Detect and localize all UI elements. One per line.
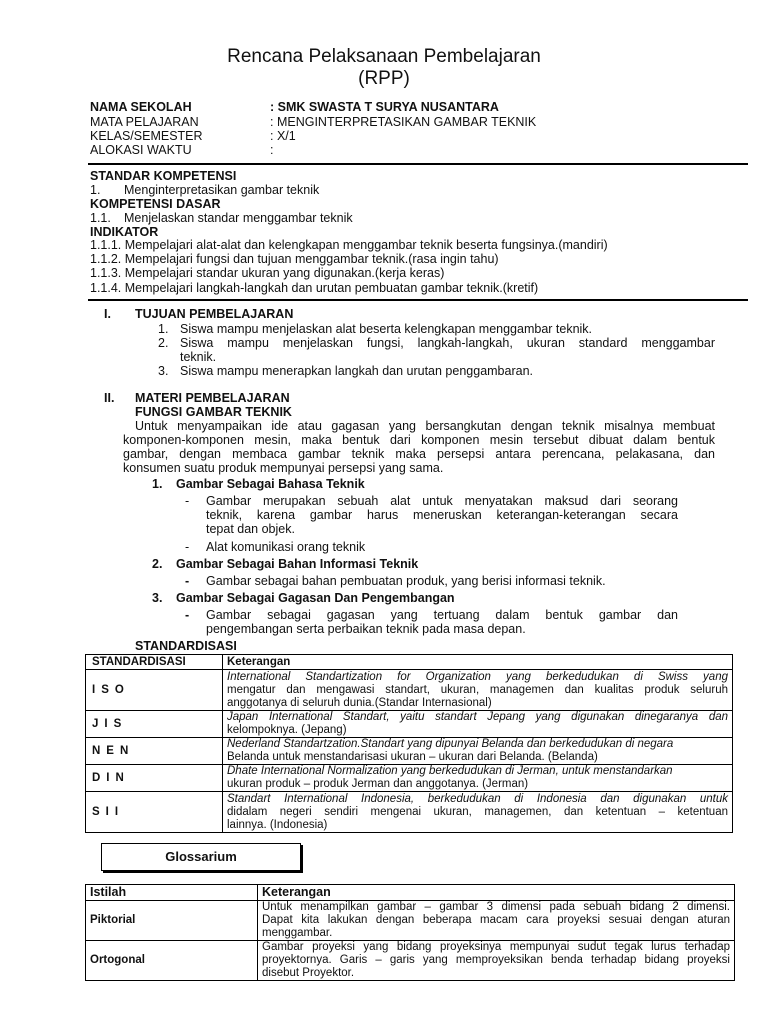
- glossary-table: [85, 884, 735, 981]
- column-header: Keterangan: [223, 655, 733, 670]
- indicator-item: 1.1.4. Mempelajari langkah-langkah dan urutan pembuatan gambar teknik.(kretif): [90, 281, 539, 295]
- section-number: I.: [104, 307, 111, 321]
- list-number: 1.: [158, 322, 169, 336]
- standard-description: [223, 711, 733, 738]
- info-label: MATA PELAJARAN: [90, 115, 199, 129]
- subheading-fungsi: FUNGSI GAMBAR TEKNIK: [135, 405, 292, 419]
- list-item: Siswa mampu menerapkan langkah dan urutan penggambaran.: [180, 364, 534, 378]
- glossary-term: Ortogonal: [86, 941, 258, 981]
- glossary-definition: [258, 901, 735, 941]
- description-line: lainnya. (Indonesia): [227, 818, 328, 831]
- indicator-heading: INDIKATOR: [90, 225, 159, 239]
- standard-code: SII: [86, 792, 223, 833]
- definition-line: disebut Proyektor.: [262, 967, 355, 979]
- bullet-text: tepat dan objek.: [206, 522, 295, 536]
- standard-code: JIS: [86, 711, 223, 738]
- point-number: 1.: [152, 477, 163, 491]
- column-header: Istilah: [86, 885, 258, 901]
- bullet-dash: -: [185, 574, 190, 588]
- info-row-time: [90, 143, 690, 158]
- standard-description: [223, 792, 733, 833]
- description-line: kelompoknya. (Jepang): [227, 724, 347, 736]
- info-label: KELAS/SEMESTER: [90, 129, 203, 143]
- paragraph-line: konsumen suatu produk mempunyai persepsi yang sama.: [123, 461, 444, 475]
- paragraph-line: Untuk menyampaikan ide atau gagasan yang bersangkutan dengan teknik misalnya membuat: [135, 419, 715, 433]
- bullet-text: Alat komunikasi orang teknik: [206, 540, 366, 554]
- info-label: ALOKASI WAKTU: [90, 143, 192, 157]
- section-heading-tujuan: TUJUAN PEMBELAJARAN: [135, 307, 294, 321]
- bullet-text: Gambar sebagai gagasan yang tertuang dalam bentuk gambar dan: [206, 608, 678, 622]
- bullet-text: Gambar sebagai bahan pembuatan produk, yang berisi informasi teknik.: [206, 574, 606, 588]
- list-item: Siswa mampu menjelaskan alat beserta kelengkapan menggambar teknik.: [180, 322, 593, 336]
- divider: [88, 299, 748, 301]
- standard-description: [223, 670, 733, 711]
- bullet-dash: -: [185, 540, 190, 554]
- list-item-continued: teknik.: [180, 350, 217, 364]
- description-line: Nederland Standartzation.Standart yang dipunyai Belanda dan berkedudukan di negara: [227, 738, 674, 750]
- description-line: International Standartization for Organization yang berkedudukan di Swiss yang: [227, 670, 728, 683]
- description-line: Standart International Indonesia, berkedudukan di Indonesia dan digunakan untuk: [227, 792, 728, 805]
- paragraph-line: komponen-komponen mesin, maka bentuk dari komponen mesin tersebut dibuat dalam bentuk: [123, 433, 715, 447]
- standardization-table: [85, 654, 733, 833]
- indicator-item: 1.1.1. Mempelajari alat-alat dan kelengkapan menggambar teknik beserta fungsinya.(mandiri): [90, 238, 608, 252]
- document-subtitle: (RPP): [358, 68, 410, 89]
- description-line: Dhate International Normalization yang berkedudukan di Jerman, untuk menstandarkan: [227, 765, 673, 777]
- info-row-class: [90, 129, 690, 144]
- standard-code: NEN: [86, 738, 223, 765]
- table-header-row: [86, 885, 735, 901]
- definition-line: Untuk menampilkan gambar – gambar 3 dimensi pada sebuah bidang 2 dimensi.: [262, 901, 730, 913]
- paragraph-line: gambar, dengan membaca gambar teknik maka persepsi antara perencana, pelakasana, dan: [123, 447, 715, 461]
- section-number: II.: [104, 391, 115, 405]
- standardisasi-heading: STANDARDISASI: [135, 639, 237, 653]
- bullet-text: pengembangan serta perbaikan teknik pada masa depan.: [206, 622, 526, 636]
- point-number: 3.: [152, 591, 163, 605]
- section-heading-materi: MATERI PEMBELAJARAN: [135, 391, 290, 405]
- sk-item-text: Menginterpretasikan gambar teknik: [124, 183, 320, 197]
- description-line: Belanda untuk menstandarisasi ukuran – ukuran dari Belanda. (Belanda): [227, 751, 598, 763]
- info-value: :: [270, 143, 274, 157]
- table-row: [86, 765, 733, 792]
- glossarium-label: Glossarium: [101, 843, 301, 871]
- bullet-text: Gambar merupakan sebuah alat untuk menyatakan maksud dari seorang: [206, 494, 678, 508]
- definition-line: Gambar proyeksi yang bidang proyeksinya mempunyai sudut tegak lurus terhadap: [262, 941, 730, 953]
- bullet-text: teknik, karena gambar harus meneruskan keterangan-keterangan secara: [206, 508, 678, 522]
- description-line: Japan International Standart, yaitu standart Jepang yang digunakan dinegaranya dan: [227, 711, 728, 723]
- kd-heading: KOMPETENSI DASAR: [90, 197, 221, 211]
- divider: [88, 163, 748, 165]
- table-row: [86, 901, 735, 941]
- table-row: [86, 738, 733, 765]
- standard-description: [223, 738, 733, 765]
- glossary-term: Piktorial: [86, 901, 258, 941]
- description-line: didalam negeri sendiri mengenai ukuran, managemen, dan ketentuan – ketentuan: [227, 805, 728, 818]
- definition-line: menggambar.: [262, 927, 333, 939]
- info-label: NAMA SEKOLAH: [90, 100, 192, 114]
- description-line: mengatur dan mengawasi standart, ukuran, managemen dan kualitas produk seluruh: [227, 683, 728, 696]
- info-row-school: [90, 100, 690, 115]
- column-header: STANDARDISASI: [86, 655, 223, 670]
- kd-item-number: 1.1.: [90, 211, 111, 225]
- point-number: 2.: [152, 557, 163, 571]
- kd-item-text: Menjelaskan standar menggambar teknik: [124, 211, 353, 225]
- description-line: anggotanya di seluruh dunia.(Standar Internasional): [227, 696, 492, 709]
- definition-line: Dapat kita lakukan dengan beberapa macam cara proyeksi sesuai dengan aturan: [262, 914, 730, 926]
- info-value: : SMK SWASTA T SURYA NUSANTARA: [270, 100, 499, 114]
- table-row: [86, 941, 735, 981]
- info-row-subject: [90, 115, 690, 130]
- standard-code: DIN: [86, 765, 223, 792]
- column-header: Keterangan: [258, 885, 735, 901]
- info-value: : X/1: [270, 129, 296, 143]
- standard-description: [223, 765, 733, 792]
- bullet-dash: -: [185, 494, 190, 508]
- indicator-item: 1.1.2. Mempelajari fungsi dan tujuan menggambar teknik.(rasa ingin tahu): [90, 252, 499, 266]
- table-row: [86, 670, 733, 711]
- description-line: ukuran produk – produk Jerman dan anggotanya. (Jerman): [227, 778, 529, 790]
- info-value: : MENGINTERPRETASIKAN GAMBAR TEKNIK: [270, 115, 537, 129]
- sk-heading: STANDAR KOMPETENSI: [90, 169, 237, 183]
- bullet-dash: -: [185, 608, 190, 622]
- glossary-definition: [258, 941, 735, 981]
- sk-item-number: 1.: [90, 183, 101, 197]
- indicator-item: 1.1.3. Mempelajari standar ukuran yang digunakan.(kerja keras): [90, 266, 445, 280]
- point-title: Gambar Sebagai Bahan Informasi Teknik: [176, 557, 419, 571]
- list-item: Siswa mampu menjelaskan fungsi, langkah-langkah, ukuran standard menggambar: [180, 336, 715, 350]
- definition-line: proyektornya. Garis – garis yang memproyeksikan benda terhadap bidang proyeksi: [262, 954, 730, 966]
- point-title: Gambar Sebagai Gagasan Dan Pengembangan: [176, 591, 455, 605]
- table-row: [86, 792, 733, 833]
- document-title: Rencana Pelaksanaan Pembelajaran: [227, 46, 541, 67]
- table-row: [86, 711, 733, 738]
- table-header-row: [86, 655, 733, 670]
- list-number: 2.: [158, 336, 169, 350]
- standard-code: ISO: [86, 670, 223, 711]
- list-number: 3.: [158, 364, 169, 378]
- point-title: Gambar Sebagai Bahasa Teknik: [176, 477, 365, 491]
